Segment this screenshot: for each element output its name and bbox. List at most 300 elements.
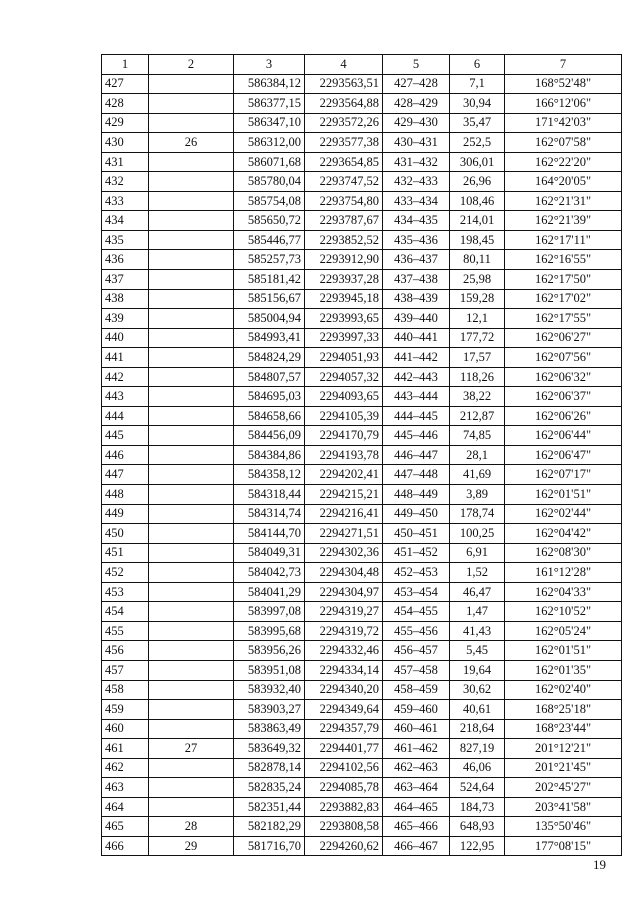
- table-cell: 2294349,64: [305, 700, 383, 720]
- table-cell: 166°12'06": [505, 94, 622, 114]
- table-cell: 2293997,33: [305, 328, 383, 348]
- table-cell: 439–440: [383, 309, 450, 329]
- table-row: [102, 680, 622, 700]
- table-cell: 584384,86: [234, 445, 305, 465]
- table-cell: 448: [102, 485, 149, 505]
- table-cell: 459–460: [383, 700, 450, 720]
- table-cell: [149, 94, 234, 114]
- table-row: [102, 328, 622, 348]
- table-cell: 2294102,56: [305, 758, 383, 778]
- table-cell: 46,47: [450, 582, 505, 602]
- table-cell: 461: [102, 739, 149, 759]
- table-cell: 586377,15: [234, 94, 305, 114]
- table-row: [102, 582, 622, 602]
- table-cell: 162°01'35": [505, 660, 622, 680]
- table-cell: 7,1: [450, 74, 505, 94]
- table-cell: 452: [102, 563, 149, 583]
- table-cell: 2293577,38: [305, 133, 383, 153]
- table-cell: 436: [102, 250, 149, 270]
- table-cell: 463: [102, 778, 149, 798]
- table-row: [102, 524, 622, 544]
- table-row: [102, 74, 622, 94]
- table-cell: 456–457: [383, 641, 450, 661]
- table-cell: 28,1: [450, 445, 505, 465]
- table-cell: 30,62: [450, 680, 505, 700]
- table-cell: 2294260,62: [305, 836, 383, 856]
- table-cell: 443: [102, 387, 149, 407]
- table-row: [102, 309, 622, 329]
- table-cell: 178,74: [450, 504, 505, 524]
- table-cell: 1,47: [450, 602, 505, 622]
- table-cell: 162°04'33": [505, 582, 622, 602]
- table-cell: 162°07'56": [505, 348, 622, 368]
- table-cell: [149, 387, 234, 407]
- table-cell: 5,45: [450, 641, 505, 661]
- table-row: [102, 797, 622, 817]
- table-cell: 433: [102, 191, 149, 211]
- table-cell: 435: [102, 230, 149, 250]
- table-cell: 26: [149, 133, 234, 153]
- table-cell: 41,43: [450, 621, 505, 641]
- table-row: [102, 230, 622, 250]
- table-row: [102, 817, 622, 837]
- table-cell: [149, 700, 234, 720]
- table-cell: 168°25'18": [505, 700, 622, 720]
- table-cell: 451: [102, 543, 149, 563]
- table-cell: 2294334,14: [305, 660, 383, 680]
- table-cell: 450–451: [383, 524, 450, 544]
- table-cell: 164°20'05": [505, 172, 622, 192]
- table-cell: 453: [102, 582, 149, 602]
- table-cell: 17,57: [450, 348, 505, 368]
- table-cell: 441: [102, 348, 149, 368]
- table-cell: [149, 524, 234, 544]
- table-cell: [149, 152, 234, 172]
- table-cell: 583997,08: [234, 602, 305, 622]
- column-header: 7: [505, 55, 622, 75]
- table-cell: 162°08'30": [505, 543, 622, 563]
- table-cell: [149, 563, 234, 583]
- table-cell: 214,01: [450, 211, 505, 231]
- table-cell: 443–444: [383, 387, 450, 407]
- table-cell: [149, 445, 234, 465]
- table-cell: 2294051,93: [305, 348, 383, 368]
- table-cell: 2294357,79: [305, 719, 383, 739]
- table-cell: 429: [102, 113, 149, 133]
- table-cell: 584456,09: [234, 426, 305, 446]
- table-cell: 171°42'03": [505, 113, 622, 133]
- table-cell: 35,47: [450, 113, 505, 133]
- table-cell: 2293754,80: [305, 191, 383, 211]
- table-cell: 451–452: [383, 543, 450, 563]
- table-cell: 218,64: [450, 719, 505, 739]
- table-cell: 2294332,46: [305, 641, 383, 661]
- table-cell: 449: [102, 504, 149, 524]
- table-cell: 582878,14: [234, 758, 305, 778]
- table-cell: 585754,08: [234, 191, 305, 211]
- table-cell: 159,28: [450, 289, 505, 309]
- table-cell: 584695,03: [234, 387, 305, 407]
- table-cell: 585650,72: [234, 211, 305, 231]
- table-cell: 162°17'02": [505, 289, 622, 309]
- table-cell: 584314,74: [234, 504, 305, 524]
- table-cell: 162°05'24": [505, 621, 622, 641]
- table-row: [102, 250, 622, 270]
- table-cell: 464–465: [383, 797, 450, 817]
- table-row: [102, 602, 622, 622]
- table-cell: [149, 172, 234, 192]
- table-cell: 198,45: [450, 230, 505, 250]
- table-row: [102, 660, 622, 680]
- table-cell: 455: [102, 621, 149, 641]
- table-cell: 2294319,72: [305, 621, 383, 641]
- table-row: [102, 758, 622, 778]
- table-row: [102, 563, 622, 583]
- table-cell: 827,19: [450, 739, 505, 759]
- table-cell: 434: [102, 211, 149, 231]
- table-cell: 162°10'52": [505, 602, 622, 622]
- table-cell: 442: [102, 367, 149, 387]
- table-cell: 648,93: [450, 817, 505, 837]
- table-cell: 585181,42: [234, 270, 305, 290]
- table-cell: 447: [102, 465, 149, 485]
- table-cell: [149, 230, 234, 250]
- table-cell: 436–437: [383, 250, 450, 270]
- table-cell: 445: [102, 426, 149, 446]
- table-cell: 162°06'27": [505, 328, 622, 348]
- table-cell: 438–439: [383, 289, 450, 309]
- table-cell: [149, 621, 234, 641]
- table-cell: 431: [102, 152, 149, 172]
- table-cell: 162°06'44": [505, 426, 622, 446]
- table-row: [102, 485, 622, 505]
- table-cell: 46,06: [450, 758, 505, 778]
- table-row: [102, 504, 622, 524]
- table-row: [102, 739, 622, 759]
- table-cell: 457–458: [383, 660, 450, 680]
- table-header-row: [102, 55, 622, 75]
- table-row: [102, 426, 622, 446]
- table-cell: 177°08'15": [505, 836, 622, 856]
- table-cell: 162°06'47": [505, 445, 622, 465]
- table-cell: 437–438: [383, 270, 450, 290]
- table-cell: 2294202,41: [305, 465, 383, 485]
- table-cell: 80,11: [450, 250, 505, 270]
- table-cell: 466–467: [383, 836, 450, 856]
- column-header: 6: [450, 55, 505, 75]
- table-cell: 583863,49: [234, 719, 305, 739]
- table-cell: 446–447: [383, 445, 450, 465]
- table-cell: 446: [102, 445, 149, 465]
- table-cell: 440–441: [383, 328, 450, 348]
- column-header: 1: [102, 55, 149, 75]
- table-cell: 428–429: [383, 94, 450, 114]
- table-cell: [149, 465, 234, 485]
- table-cell: 100,25: [450, 524, 505, 544]
- table-cell: 465: [102, 817, 149, 837]
- table-cell: 464: [102, 797, 149, 817]
- table-cell: 432–433: [383, 172, 450, 192]
- table-cell: 456: [102, 641, 149, 661]
- table-cell: 585446,77: [234, 230, 305, 250]
- table-cell: 2294340,20: [305, 680, 383, 700]
- table-cell: 2294216,41: [305, 504, 383, 524]
- table-cell: 162°04'42": [505, 524, 622, 544]
- table-cell: 162°22'20": [505, 152, 622, 172]
- table-cell: 30,94: [450, 94, 505, 114]
- table-cell: 2294093,65: [305, 387, 383, 407]
- table-cell: 177,72: [450, 328, 505, 348]
- table-cell: 3,89: [450, 485, 505, 505]
- table-cell: [149, 191, 234, 211]
- table-row: [102, 270, 622, 290]
- table-cell: [149, 602, 234, 622]
- table-cell: 584658,66: [234, 406, 305, 426]
- table-cell: 2293882,83: [305, 797, 383, 817]
- table-cell: 433–434: [383, 191, 450, 211]
- table-row: [102, 719, 622, 739]
- table-cell: 427–428: [383, 74, 450, 94]
- table-cell: 460: [102, 719, 149, 739]
- table-cell: 162°02'40": [505, 680, 622, 700]
- table-cell: 583951,08: [234, 660, 305, 680]
- table-row: [102, 211, 622, 231]
- table-cell: 463–464: [383, 778, 450, 798]
- table-cell: 162°01'51": [505, 485, 622, 505]
- table-cell: 2293852,52: [305, 230, 383, 250]
- table-cell: 12,1: [450, 309, 505, 329]
- table-cell: 2293747,52: [305, 172, 383, 192]
- table-cell: 162°02'44": [505, 504, 622, 524]
- table-cell: 524,64: [450, 778, 505, 798]
- table-cell: 2293945,18: [305, 289, 383, 309]
- table-cell: 162°06'26": [505, 406, 622, 426]
- table-cell: 203°41'58": [505, 797, 622, 817]
- table-cell: 458–459: [383, 680, 450, 700]
- table-cell: 447–448: [383, 465, 450, 485]
- page-number: 19: [593, 857, 606, 872]
- table-cell: 462: [102, 758, 149, 778]
- table-cell: 168°23'44": [505, 719, 622, 739]
- table-cell: [149, 270, 234, 290]
- table-cell: 444–445: [383, 406, 450, 426]
- table-cell: 162°06'32": [505, 367, 622, 387]
- table-cell: 122,95: [450, 836, 505, 856]
- table-cell: 584144,70: [234, 524, 305, 544]
- table-cell: 2294271,51: [305, 524, 383, 544]
- table-row: [102, 778, 622, 798]
- table-cell: 586347,10: [234, 113, 305, 133]
- table-cell: [149, 641, 234, 661]
- table-cell: 2293654,85: [305, 152, 383, 172]
- table-cell: 583956,26: [234, 641, 305, 661]
- table-cell: 2294057,32: [305, 367, 383, 387]
- table-cell: 184,73: [450, 797, 505, 817]
- table-cell: 434–435: [383, 211, 450, 231]
- table-cell: 584049,31: [234, 543, 305, 563]
- table-row: [102, 191, 622, 211]
- table-cell: 162°07'58": [505, 133, 622, 153]
- table-cell: 28: [149, 817, 234, 837]
- table-row: [102, 367, 622, 387]
- table-cell: 584042,73: [234, 563, 305, 583]
- table-cell: 2293912,90: [305, 250, 383, 270]
- table-row: [102, 289, 622, 309]
- table-cell: 586384,12: [234, 74, 305, 94]
- table-cell: 29: [149, 836, 234, 856]
- table-cell: 431–432: [383, 152, 450, 172]
- table-row: [102, 836, 622, 856]
- table-cell: 586312,00: [234, 133, 305, 153]
- table-cell: 2294085,78: [305, 778, 383, 798]
- table-cell: 454: [102, 602, 149, 622]
- table-cell: 2293937,28: [305, 270, 383, 290]
- table-cell: 2293808,58: [305, 817, 383, 837]
- table-cell: [149, 680, 234, 700]
- table-cell: 429–430: [383, 113, 450, 133]
- table-cell: [149, 543, 234, 563]
- table-row: [102, 348, 622, 368]
- table-cell: 2294193,78: [305, 445, 383, 465]
- table-cell: 2294304,97: [305, 582, 383, 602]
- table-cell: 6,91: [450, 543, 505, 563]
- table-cell: [149, 348, 234, 368]
- table-cell: 441–442: [383, 348, 450, 368]
- table-row: [102, 387, 622, 407]
- table-cell: 437: [102, 270, 149, 290]
- table-cell: 162°01'51": [505, 641, 622, 661]
- table-cell: 584824,29: [234, 348, 305, 368]
- table-cell: 442–443: [383, 367, 450, 387]
- table-cell: 583903,27: [234, 700, 305, 720]
- table-cell: 118,26: [450, 367, 505, 387]
- table-row: [102, 621, 622, 641]
- table-cell: 452–453: [383, 563, 450, 583]
- table-cell: [149, 250, 234, 270]
- table-cell: 212,87: [450, 406, 505, 426]
- table-cell: 108,46: [450, 191, 505, 211]
- table-cell: 430–431: [383, 133, 450, 153]
- table-cell: 1,52: [450, 563, 505, 583]
- table-cell: 458: [102, 680, 149, 700]
- table-cell: 459: [102, 700, 149, 720]
- table-cell: 583995,68: [234, 621, 305, 641]
- table-cell: 162°17'50": [505, 270, 622, 290]
- table-cell: 162°17'11": [505, 230, 622, 250]
- table-cell: 439: [102, 309, 149, 329]
- table-row: [102, 94, 622, 114]
- table-cell: 454–455: [383, 602, 450, 622]
- table-cell: 2294302,36: [305, 543, 383, 563]
- table-cell: 582835,24: [234, 778, 305, 798]
- table-cell: 584041,29: [234, 582, 305, 602]
- table-cell: 306,01: [450, 152, 505, 172]
- table-cell: 2293787,67: [305, 211, 383, 231]
- table-cell: 457: [102, 660, 149, 680]
- table-cell: 586071,68: [234, 152, 305, 172]
- column-header: 3: [234, 55, 305, 75]
- table-cell: 2294304,48: [305, 563, 383, 583]
- table-cell: 74,85: [450, 426, 505, 446]
- table-cell: 2294401,77: [305, 739, 383, 759]
- table-cell: 455–456: [383, 621, 450, 641]
- table-cell: 465–466: [383, 817, 450, 837]
- table-cell: 19,64: [450, 660, 505, 680]
- table-cell: 2294170,79: [305, 426, 383, 446]
- table-row: [102, 172, 622, 192]
- table-cell: 584318,44: [234, 485, 305, 505]
- table-cell: 585780,04: [234, 172, 305, 192]
- table-cell: 2293993,65: [305, 309, 383, 329]
- table-cell: 449–450: [383, 504, 450, 524]
- table-cell: 168°52'48": [505, 74, 622, 94]
- table-cell: 453–454: [383, 582, 450, 602]
- table-cell: [149, 797, 234, 817]
- table-cell: 583932,40: [234, 680, 305, 700]
- table-cell: 38,22: [450, 387, 505, 407]
- table-cell: 2294105,39: [305, 406, 383, 426]
- table-cell: [149, 211, 234, 231]
- table-cell: 445–446: [383, 426, 450, 446]
- table-cell: [149, 406, 234, 426]
- table-cell: 583649,32: [234, 739, 305, 759]
- table-cell: 27: [149, 739, 234, 759]
- table-cell: 460–461: [383, 719, 450, 739]
- table-cell: 2293564,88: [305, 94, 383, 114]
- table-cell: 432: [102, 172, 149, 192]
- table-cell: 430: [102, 133, 149, 153]
- table-row: [102, 152, 622, 172]
- table-cell: 585004,94: [234, 309, 305, 329]
- table-cell: 162°06'37": [505, 387, 622, 407]
- table-cell: 428: [102, 94, 149, 114]
- table-cell: 584993,41: [234, 328, 305, 348]
- table-cell: 162°21'31": [505, 191, 622, 211]
- table-cell: [149, 719, 234, 739]
- table-cell: [149, 328, 234, 348]
- table-cell: 427: [102, 74, 149, 94]
- table-cell: 582182,29: [234, 817, 305, 837]
- table-cell: 438: [102, 289, 149, 309]
- table-cell: 582351,44: [234, 797, 305, 817]
- table-cell: [149, 113, 234, 133]
- table-row: [102, 465, 622, 485]
- table-cell: 201°12'21": [505, 739, 622, 759]
- table-cell: 40,61: [450, 700, 505, 720]
- table-cell: 450: [102, 524, 149, 544]
- table-cell: 161°12'28": [505, 563, 622, 583]
- table-cell: 202°45'27": [505, 778, 622, 798]
- table-cell: [149, 504, 234, 524]
- table-cell: [149, 758, 234, 778]
- table-cell: 162°21'39": [505, 211, 622, 231]
- table-cell: 201°21'45": [505, 758, 622, 778]
- table-row: [102, 133, 622, 153]
- table-cell: 2293563,51: [305, 74, 383, 94]
- table-row: [102, 445, 622, 465]
- column-header: 5: [383, 55, 450, 75]
- table-cell: [149, 778, 234, 798]
- table-cell: 462–463: [383, 758, 450, 778]
- table-cell: [149, 582, 234, 602]
- table-row: [102, 641, 622, 661]
- table-cell: 585156,67: [234, 289, 305, 309]
- table-row: [102, 700, 622, 720]
- coordinates-table: [101, 54, 622, 856]
- table-cell: 461–462: [383, 739, 450, 759]
- table-cell: 585257,73: [234, 250, 305, 270]
- table-row: [102, 543, 622, 563]
